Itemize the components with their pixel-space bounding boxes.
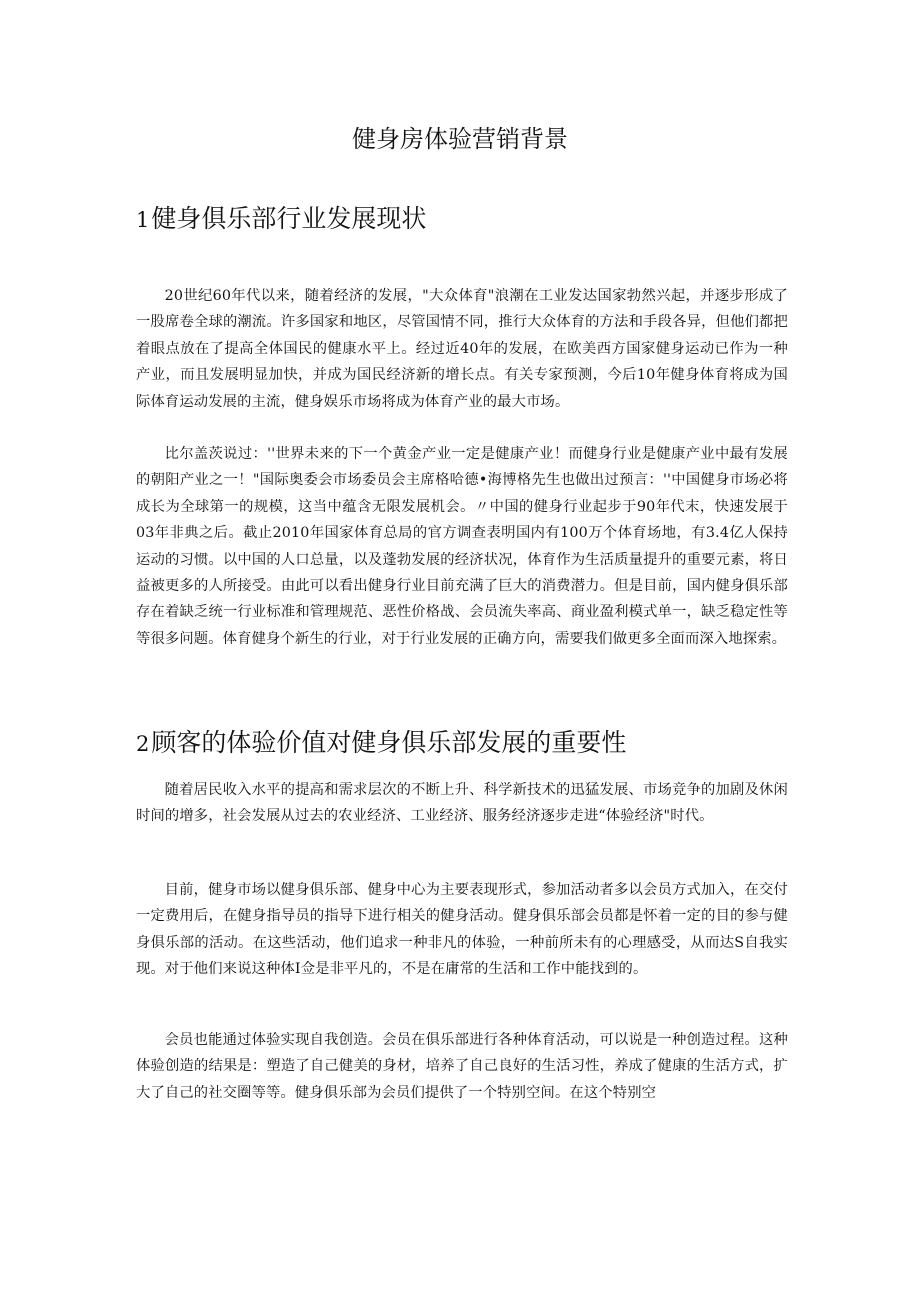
section-heading-2 [136, 725, 796, 762]
section-heading-1 [136, 201, 796, 238]
paragraph-1: 20世纪60年代以来，随着经济的发展，"大众体育"浪潮在工业发达国家勃然兴起，并逐步形成了一股席卷全球的潮流。许多国家和地区，尽管国情不同，推行大众体育的方法和手段各异，但他们都把着眼点放在了提高全体国民的健康水平上。经过近40年的发展，在欧美西方国家健身运动已作为一种产业，而且发展明显加快，并成为国民经济新的增长点。有关专家预测，今后10年健身体育将成为国际体育运动发展的主流，健身娱乐市场将成为体育产业的最大市场。 [136, 288, 788, 410]
section-number-1: 1 [136, 208, 150, 232]
paragraph-5: 会员也能通过体验实现自我创造。会员在俱乐部进行各种体育活动，可以说是一种创造过程。这种体验创造的结果是：塑造了自己健美的身材，培养了自己良好的生活习性，养成了健康的生活方式，扩大了自己的社交圈等等。健身俱乐部为会员们提供了一个特别空间。在这个特别空 [136, 1032, 788, 1101]
section-heading-text-1: 健身俱乐部行业发展现状 [151, 204, 427, 233]
paragraph-4: 目前，健身市场以健身俱乐部、健身中心为主要表现形式，参加活动者多以会员方式加入，在交付一定费用后，在健身指导员的指导下进行相关的健身活动。健身俱乐部会员都是怀着一定的目的参与健身俱乐部的活动。在这些活动，他们追求一种非凡的体验，一种前所未有的心理感受，从而达S自我实现。对于他们来说这种体I佥是非平凡的，不是在庸常的生活和工作中能找到的。 [136, 882, 788, 978]
paragraph-3: 随着居民收入水平的提高和需求层次的不断上升、科学新技术的迅猛发展、市场竞争的加剧及休闲时间的增多，社会发展从过去的农业经济、工业经济、服务经济逐步走进“体验经济"时代。 [136, 782, 788, 825]
document-title: 健身房体验营销背景 [352, 125, 568, 153]
paragraph-2: 比尔盖茨说过：''世界未来的下一个黄金产业一定是健康产业！而健身行业是健康产业中最有发展的朝阳产业之一！"国际奥委会市场委员会主席格哈德•海博格先生也做出过预言：''中国健身市场必将成长为全球第一的规模，这当中蕴含无限发展机会。〃中国的健身行业起步于90年代末，快速发展于03年非典之后。截止2010年国家体育总局的官方调查表明国内有100万个体育场地，有3.4亿人保持运动的习惯。以中国的人口总量，以及蓬勃发展的经济状况，体育作为生活质量提升的重要元素，将日益被更多的人所接受。由此可以看出健身行业目前充满了巨大的消费潜力。但是目前，国内健身俱乐部存在着缺乏统一行业标准和管理规范、恶性价格战、会员流失率高、商业盈利模式单一，缺乏稳定性等等很多问题。体育健身个新生的行业，对于行业发展的正确方向，需要我们做更多全面而深入地探索。 [136, 446, 788, 647]
section-number-2: 2 [136, 732, 150, 756]
section-heading-text-2: 顾客的体验价值对健身俱乐部发展的重要性 [151, 728, 627, 757]
